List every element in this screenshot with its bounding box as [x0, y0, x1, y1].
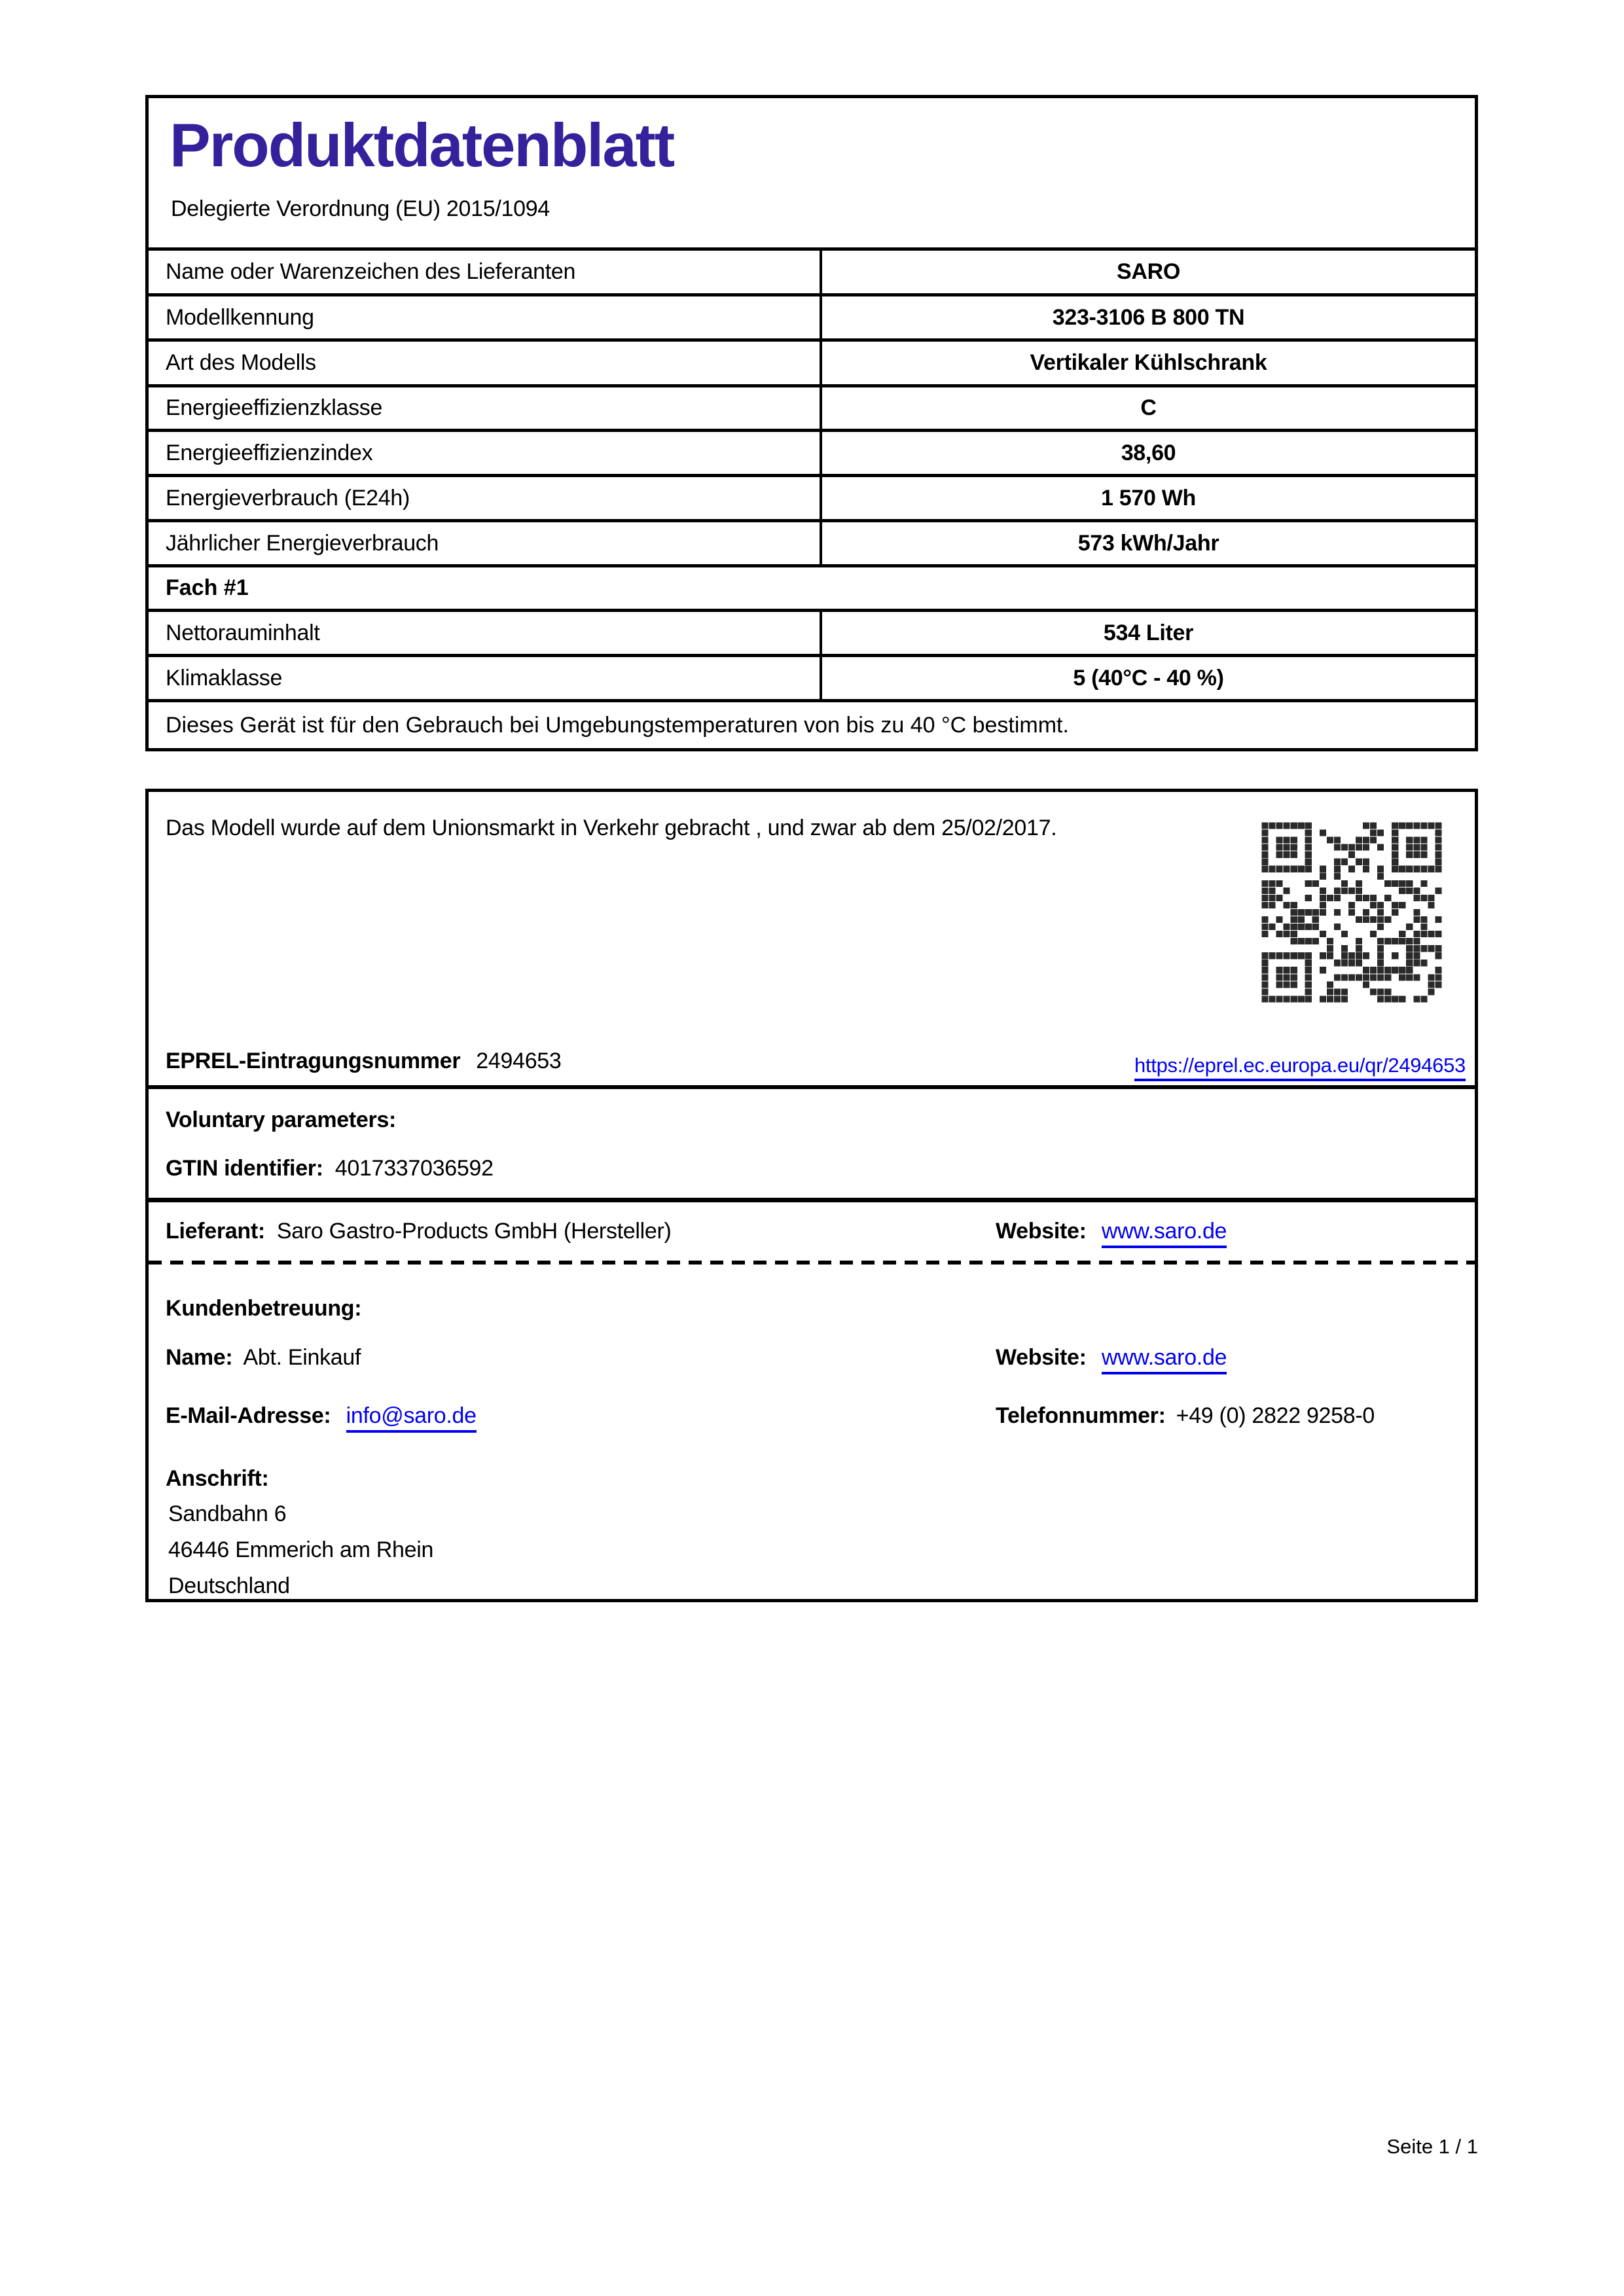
- row-value: SARO: [1116, 259, 1181, 284]
- phone-label: Telefonnummer:: [996, 1403, 1166, 1428]
- market-placement-statement: Das Modell wurde auf dem Unionsmarkt in Verkehr gebracht , und zwar ab dem 25/02/2017.: [166, 816, 1057, 840]
- supplier-website-link[interactable]: www.saro.de: [1102, 1219, 1227, 1248]
- support-email-row: [166, 1403, 1466, 1435]
- section-header-row: Fach #1: [149, 564, 1475, 609]
- website-label: Website:: [996, 1345, 1087, 1370]
- row-label: Klimaklasse: [149, 657, 822, 699]
- support-email-link[interactable]: info@saro.de: [346, 1403, 477, 1433]
- table-row: [149, 474, 1475, 519]
- table-row: [149, 384, 1475, 429]
- table-row: [149, 519, 1475, 564]
- address-line: Sandbahn 6: [168, 1501, 287, 1526]
- row-value: C: [1140, 395, 1157, 420]
- page-title: Produktdatenblatt: [170, 111, 674, 179]
- phone-value: +49 (0) 2822 9258-0: [1176, 1403, 1375, 1428]
- address-line: 46446 Emmerich am Rhein: [168, 1537, 434, 1562]
- row-label: Energieeffizienzklasse: [149, 387, 822, 429]
- eprel-qr-link[interactable]: https://eprel.ec.europa.eu/qr/2494653: [1134, 1054, 1466, 1081]
- supplier-value: Saro Gastro-Products GmbH (Hersteller): [276, 1219, 672, 1244]
- name-label: Name:: [166, 1345, 233, 1370]
- dashed-divider: [149, 1261, 1475, 1265]
- gtin-value: 4017337036592: [334, 1156, 494, 1181]
- website-label: Website:: [996, 1219, 1087, 1244]
- table-row: [149, 293, 1475, 338]
- name-value: Abt. Einkauf: [243, 1345, 361, 1370]
- qr-code: [1261, 822, 1442, 1003]
- row-label: Modellkennung: [149, 296, 822, 338]
- supplier-row: [166, 1219, 1466, 1250]
- table-row: [149, 247, 1475, 293]
- row-value: 1 570 Wh: [1101, 485, 1196, 511]
- address-line: Deutschland: [168, 1573, 290, 1598]
- page-indicator: Seite 1 / 1: [1386, 2135, 1478, 2158]
- row-label: Energieeffizienzindex: [149, 432, 822, 474]
- row-label: Art des Modells: [149, 342, 822, 384]
- eprel-registration-number: 2494653: [476, 1049, 562, 1073]
- gtin-label: GTIN identifier:: [166, 1156, 323, 1181]
- address-label: Anschrift:: [166, 1466, 269, 1491]
- table-row: [149, 654, 1475, 699]
- regulation-subtitle: Delegierte Verordnung (EU) 2015/1094: [171, 196, 550, 221]
- ambient-temperature-note: Dieses Gerät ist für den Gebrauch bei Umgebungstemperaturen von bis zu 40 °C bestimmt.: [149, 699, 1475, 748]
- table-row: [149, 338, 1475, 384]
- spec-table: [149, 247, 1475, 748]
- row-label: Jährlicher Energieverbrauch: [149, 522, 822, 564]
- row-label: Name oder Warenzeichen des Lieferanten: [149, 251, 822, 293]
- email-label: E-Mail-Adresse:: [166, 1403, 331, 1428]
- row-value: 573 kWh/Jahr: [1077, 530, 1219, 556]
- voluntary-parameters-header: Voluntary parameters:: [166, 1107, 397, 1132]
- row-value: 534 Liter: [1103, 620, 1194, 645]
- row-value: 323-3106 B 800 TN: [1052, 304, 1245, 330]
- customer-support-header: Kundenbetreuung:: [166, 1296, 362, 1321]
- divider: [149, 1198, 1475, 1202]
- row-label: Energieverbrauch (E24h): [149, 477, 822, 519]
- eprel-registration-label: EPREL-Eintragungsnummer: [166, 1049, 461, 1073]
- row-value: 5 (40°C - 40 %): [1073, 665, 1224, 691]
- row-value: 38,60: [1121, 440, 1176, 465]
- divider: [149, 1085, 1475, 1089]
- row-label: Nettorauminhalt: [149, 612, 822, 654]
- supplier-label: Lieferant:: [166, 1219, 265, 1244]
- eprel-info-box: [145, 789, 1478, 1602]
- table-row: [149, 609, 1475, 654]
- datasheet-table-box: [145, 95, 1478, 751]
- support-website-link[interactable]: www.saro.de: [1102, 1345, 1227, 1374]
- table-row: [149, 429, 1475, 474]
- support-name-row: [166, 1345, 1466, 1376]
- row-value: Vertikaler Kühlschrank: [1030, 350, 1267, 375]
